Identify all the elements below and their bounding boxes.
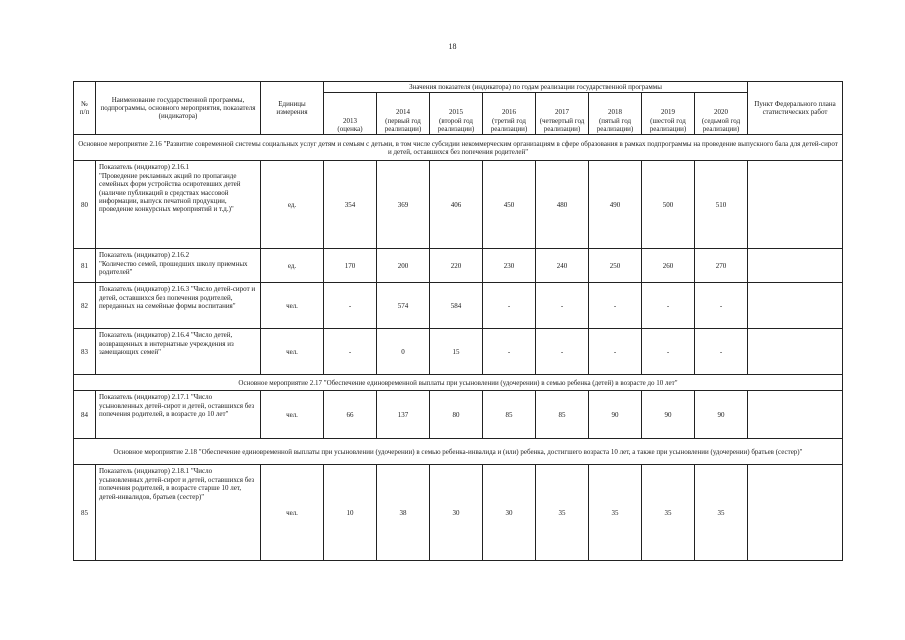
- value-cell: -: [589, 329, 642, 375]
- value-cell: -: [324, 329, 377, 375]
- value-cell: -: [536, 283, 589, 329]
- indicator-table: [73, 81, 843, 561]
- indicator-name-cell: [96, 329, 261, 375]
- indicator-name: Показатель (индикатор) 2.18.1 "Число усыновленных детей-сирот и детей, оставшихся без попечения родителей, в возрасте старше 10 лет, детей-инвалидов, братьев (сестер)": [99, 467, 255, 501]
- value-cell: 15: [430, 329, 483, 375]
- table-row: [74, 283, 843, 329]
- header-year: 2015: [449, 108, 463, 117]
- header-year-cell: [589, 93, 642, 135]
- indicator-name-cell: [96, 249, 261, 283]
- header-year-cell: [642, 93, 695, 135]
- value-cell: 30: [430, 465, 483, 561]
- value-cell: 66: [324, 391, 377, 439]
- indicator-name-cell: [96, 391, 261, 439]
- value-cell: 406: [430, 161, 483, 249]
- header-values-group: Значения показателя (индикатора) по годам реализации государственной программы: [324, 82, 748, 93]
- value-cell: -: [589, 283, 642, 329]
- value-cell: 10: [324, 465, 377, 561]
- indicator-title: Показатель (индикатор) 2.16.1: [99, 163, 190, 172]
- indicator-name-cell: [96, 283, 261, 329]
- unit-cell: чел.: [261, 329, 324, 375]
- value-cell: 369: [377, 161, 430, 249]
- indicator-name: Показатель (индикатор) 2.16.4 "Число детей, возвращенных в интернатные учреждения из замещающих семей": [99, 331, 234, 357]
- value-cell: -: [536, 329, 589, 375]
- header-year: 2016: [502, 108, 516, 117]
- value-cell: 450: [483, 161, 536, 249]
- row-number: 83: [74, 329, 96, 375]
- value-cell: -: [483, 283, 536, 329]
- header-year-note: (оценка): [337, 125, 363, 133]
- section-title: Основное мероприятие 2.18 "Обеспечение единовременной выплаты при усыновлении (удочерении) в семью ребенка-инвалида и (или) ребенка, достигшего возраста 10 лет, а также при усыновлении (удочерении) братьев (сестер)": [74, 439, 843, 465]
- section-row: [74, 439, 843, 465]
- value-cell: 200: [377, 249, 430, 283]
- table-body: [74, 82, 843, 561]
- value-cell: -: [642, 329, 695, 375]
- value-cell: 90: [589, 391, 642, 439]
- value-cell: 240: [536, 249, 589, 283]
- header-year-note: (второй год реализации): [437, 116, 475, 133]
- header-unit: Единицы измерения: [261, 82, 324, 135]
- header-year: 2017: [555, 108, 569, 117]
- header-year-cell: [695, 93, 748, 135]
- row-number: 81: [74, 249, 96, 283]
- table-row: [74, 161, 843, 249]
- header-year-note: (шестой год реализации): [649, 116, 687, 133]
- section-title: Основное мероприятие 2.17 "Обеспечение единовременной выплаты при усыновлении (удочерении) в семью ребенка (детей) в возрасте до 10 лет": [74, 375, 843, 391]
- section-row: [74, 135, 843, 161]
- header-year: 2020: [714, 108, 728, 117]
- unit-cell: ед.: [261, 249, 324, 283]
- unit-cell: чел.: [261, 283, 324, 329]
- header-year-cell: [377, 93, 430, 135]
- value-cell: 270: [695, 249, 748, 283]
- value-cell: -: [642, 283, 695, 329]
- header-year-note: (первый год реализации): [384, 116, 422, 133]
- value-cell: 574: [377, 283, 430, 329]
- indicator-name: Показатель (индикатор) 2.16.3 "Число детей-сирот и детей, оставшихся без попечения родителей, переданных на семейные формы воспитания": [99, 285, 256, 311]
- value-cell: 30: [483, 465, 536, 561]
- table-row: [74, 329, 843, 375]
- value-cell: 35: [536, 465, 589, 561]
- value-cell: 230: [483, 249, 536, 283]
- value-cell: -: [695, 283, 748, 329]
- value-cell: 260: [642, 249, 695, 283]
- row-number: 80: [74, 161, 96, 249]
- indicator-name-cell: [96, 465, 261, 561]
- header-year-note: (третий год реализации): [490, 116, 528, 133]
- value-cell: 510: [695, 161, 748, 249]
- header-row-top: [74, 82, 843, 93]
- header-year: 2018: [608, 108, 622, 117]
- row-number: 85: [74, 465, 96, 561]
- unit-cell: чел.: [261, 465, 324, 561]
- value-cell: 35: [589, 465, 642, 561]
- table-row: [74, 391, 843, 439]
- value-cell: -: [695, 329, 748, 375]
- value-cell: 80: [430, 391, 483, 439]
- header-year-note: (пятый год реализации): [596, 116, 634, 133]
- value-cell: 480: [536, 161, 589, 249]
- page-number: 18: [448, 42, 457, 51]
- table-row: [74, 249, 843, 283]
- indicator-name-cell: [96, 161, 261, 249]
- header-year: 2013: [343, 116, 357, 125]
- indicator-name: "Количество семей, прошедших школу приемных родителей": [99, 259, 248, 277]
- header-year-note: (четвертый год реализации): [539, 116, 585, 133]
- indicator-name: "Проведение рекламных акций по пропаганде семейных форм устройства осиротевших детей (наличие публикаций в средствах массовой информации, выпуск печатной продукции, проведение конкурсных мероприятий и т.д.)": [99, 171, 241, 214]
- value-cell: 35: [642, 465, 695, 561]
- value-cell: 250: [589, 249, 642, 283]
- value-cell: 137: [377, 391, 430, 439]
- value-cell: 490: [589, 161, 642, 249]
- value-cell: 90: [642, 391, 695, 439]
- fed-plan-cell: [748, 465, 843, 561]
- row-number: 84: [74, 391, 96, 439]
- header-year-cell: [430, 93, 483, 135]
- value-cell: 85: [536, 391, 589, 439]
- unit-cell: чел.: [261, 391, 324, 439]
- value-cell: 35: [695, 465, 748, 561]
- row-number: 82: [74, 283, 96, 329]
- header-fed-plan: Пункт Федерального плана статистических работ: [748, 82, 843, 135]
- value-cell: 500: [642, 161, 695, 249]
- value-cell: 38: [377, 465, 430, 561]
- header-num: № п/п: [74, 82, 96, 135]
- section-title: Основное мероприятие 2.16 "Развитие современной системы социальных услуг детям и семьям с детьми, в том числе субсидии некоммерческим организациям в сфере образования в рамках подпрограммы на проведение выпускного бала для детей-сирот и детей, оставшихся без попечения родителей": [74, 135, 843, 161]
- value-cell: -: [324, 283, 377, 329]
- value-cell: 354: [324, 161, 377, 249]
- fed-plan-cell: [748, 391, 843, 439]
- header-year-cell: [324, 93, 377, 135]
- header-year-cell: [536, 93, 589, 135]
- header-year-cell: [483, 93, 536, 135]
- section-row: [74, 375, 843, 391]
- value-cell: 220: [430, 249, 483, 283]
- value-cell: 170: [324, 249, 377, 283]
- fed-plan-cell: [748, 283, 843, 329]
- value-cell: 584: [430, 283, 483, 329]
- fed-plan-cell: [748, 161, 843, 249]
- header-year: 2014: [396, 108, 410, 117]
- unit-cell: ед.: [261, 161, 324, 249]
- value-cell: 90: [695, 391, 748, 439]
- value-cell: 0: [377, 329, 430, 375]
- indicator-name: Показатель (индикатор) 2.17.1 "Число усыновленных детей-сирот и детей, оставшихся без попечения родителей, в возрасте до 10 лет": [99, 393, 255, 419]
- table-row: [74, 465, 843, 561]
- fed-plan-cell: [748, 249, 843, 283]
- header-year-note: (седьмой год реализации): [701, 116, 741, 133]
- fed-plan-cell: [748, 329, 843, 375]
- header-name: Наименование государственной программы, подпрограммы, основного мероприятия, показателя (индикатора): [96, 82, 261, 135]
- indicator-title: Показатель (индикатор) 2.16.2: [99, 251, 190, 260]
- value-cell: -: [483, 329, 536, 375]
- header-year: 2019: [661, 108, 675, 117]
- value-cell: 85: [483, 391, 536, 439]
